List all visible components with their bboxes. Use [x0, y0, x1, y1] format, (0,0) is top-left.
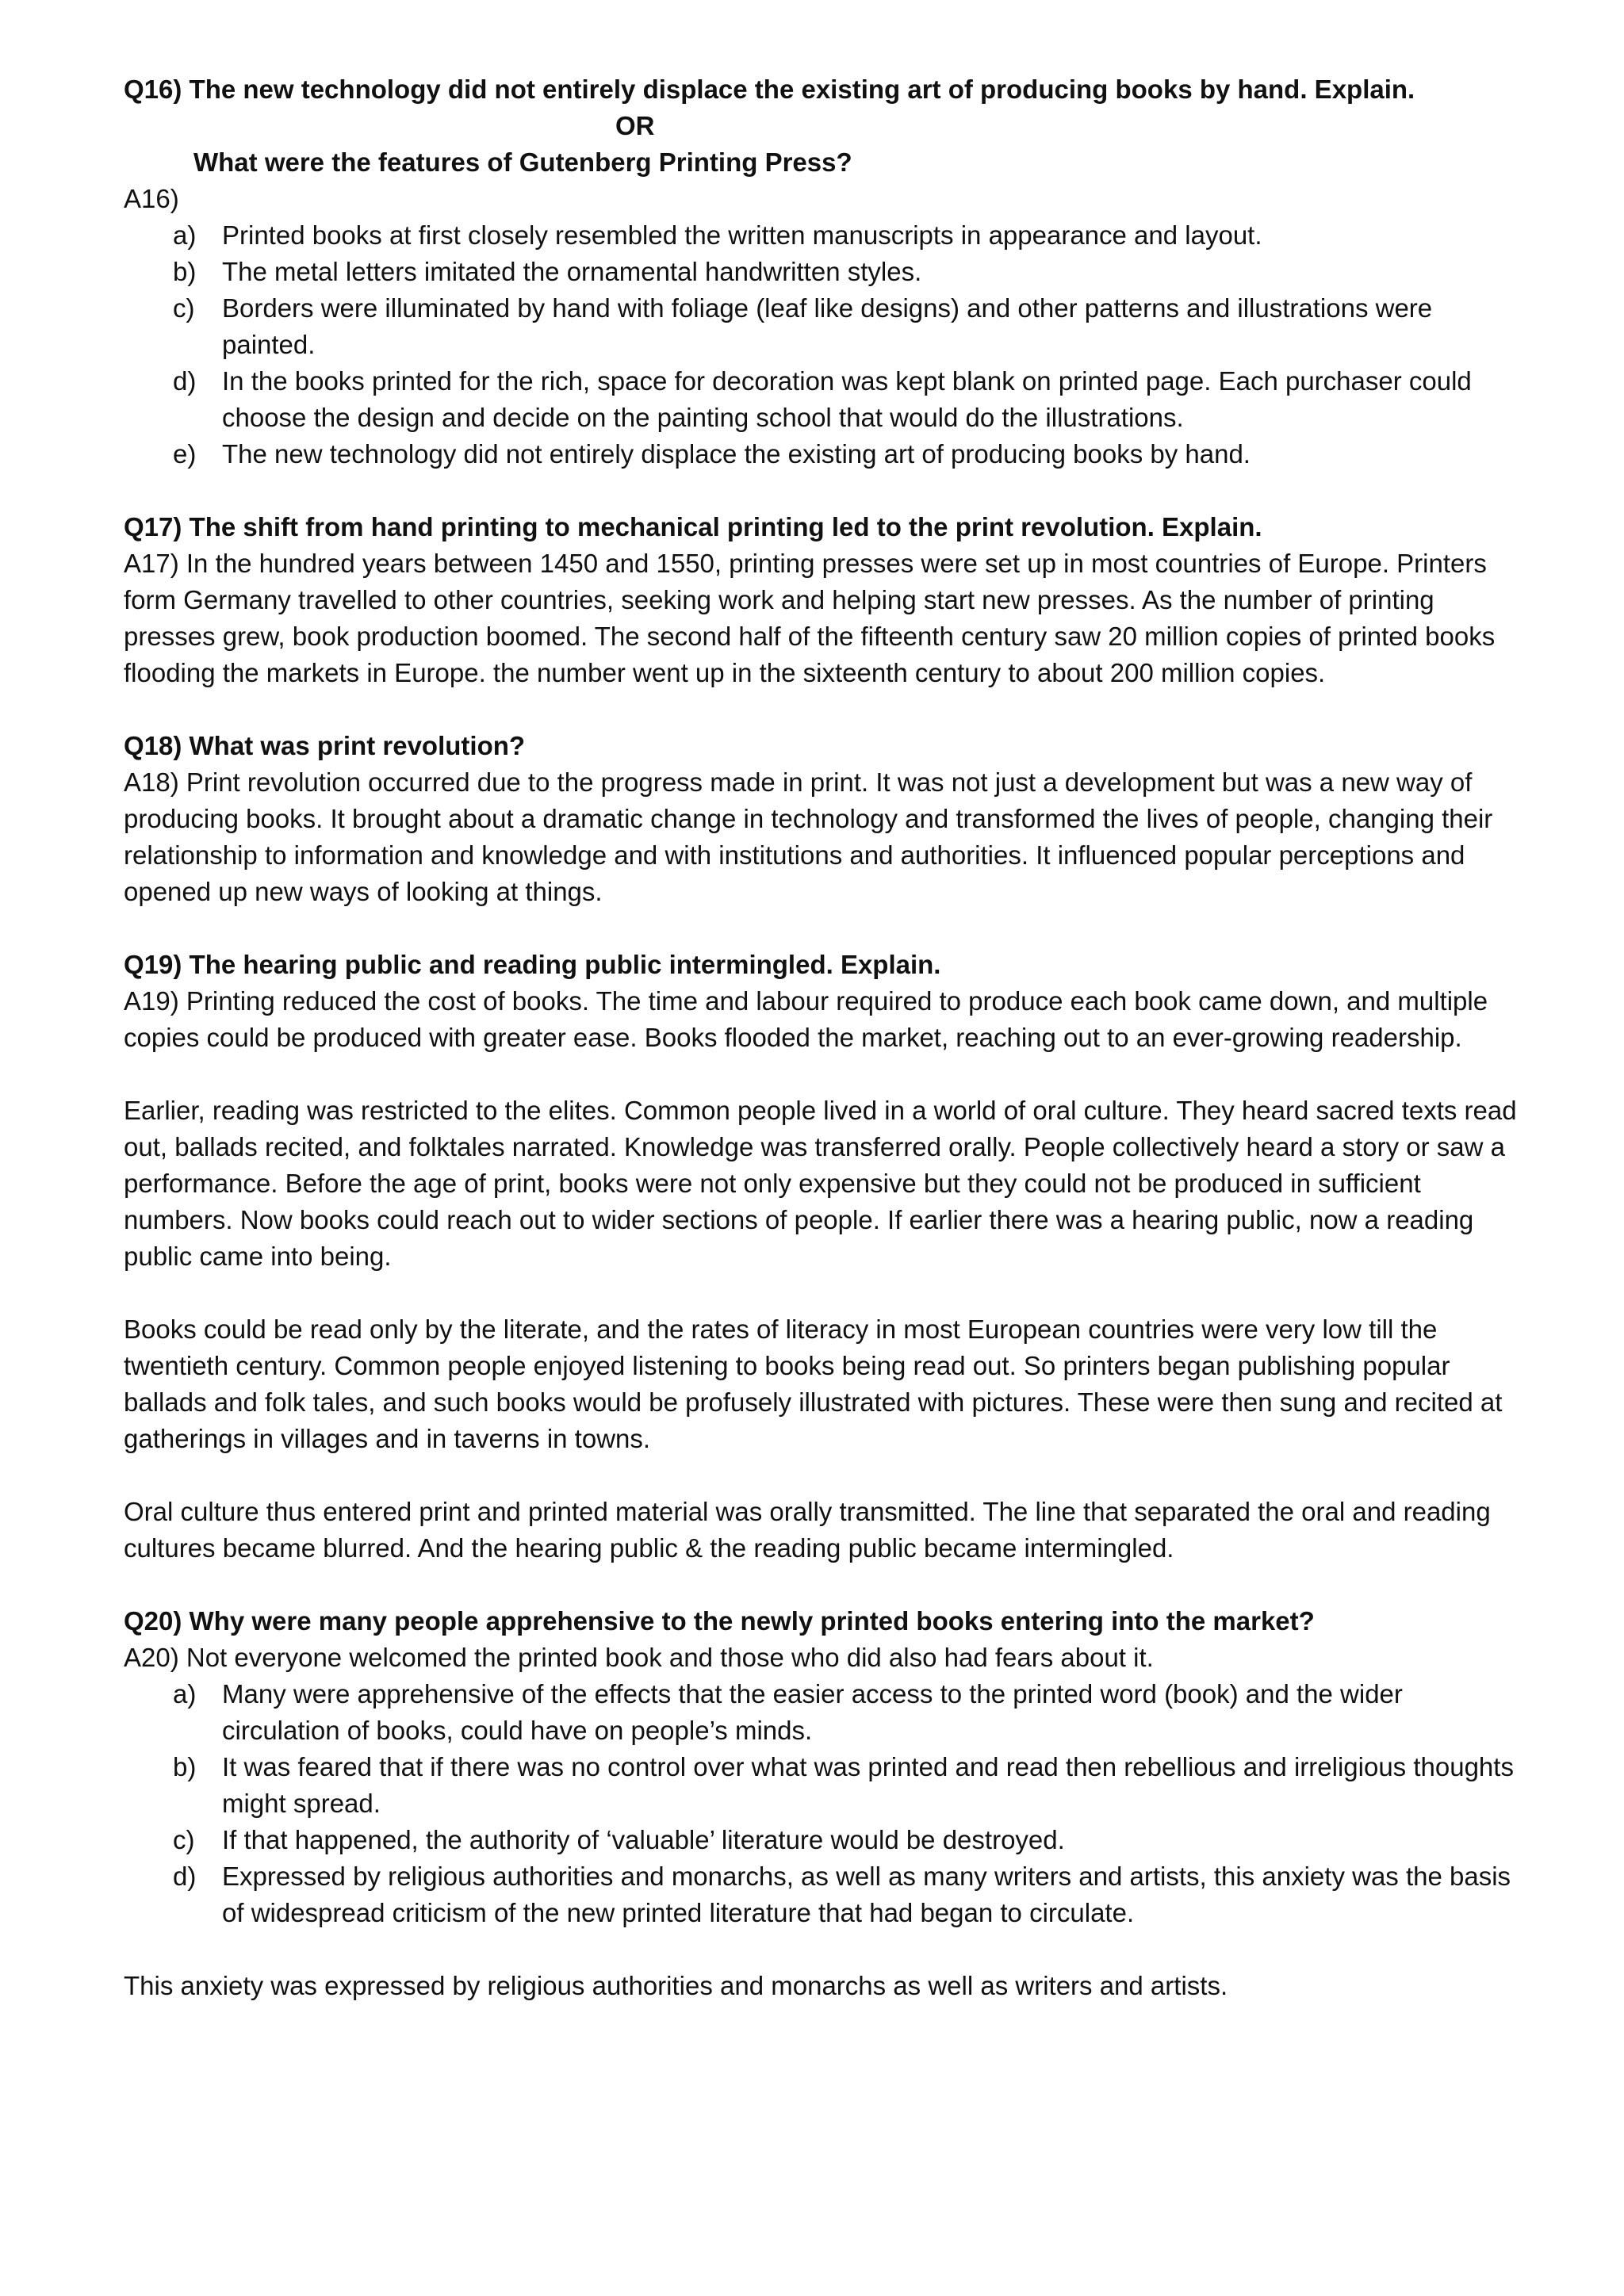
list-item: [124, 363, 1519, 436]
q16-answer-list: [124, 217, 1519, 473]
q19-paragraph: Oral culture thus entered print and printed material was orally transmitted. The line that separated the oral and reading cultures became blurred. And the hearing public & the reading public became intermingled.: [124, 1497, 1491, 1563]
list-marker: d): [173, 1862, 197, 1891]
list-item-text: The metal letters imitated the ornamental handwritten styles.: [222, 257, 922, 286]
list-item: [124, 290, 1519, 363]
spacer: [124, 691, 1519, 728]
spacer: [124, 1275, 1519, 1311]
spacer: [124, 1457, 1519, 1494]
q20-question: Q20) Why were many people apprehensive to the newly printed books entering into the market?: [124, 1606, 1315, 1636]
q20-answer-intro: A20) Not everyone welcomed the printed book and those who did also had fears about it.: [124, 1643, 1154, 1672]
list-item: [124, 1858, 1519, 1931]
spacer: [124, 910, 1519, 947]
list-marker: c): [173, 293, 195, 323]
list-marker: d): [173, 366, 197, 396]
list-item: [124, 217, 1519, 254]
q16-alt-question: What were the features of Gutenberg Printing Press?: [193, 147, 852, 177]
list-marker: e): [173, 439, 197, 469]
list-item-text: The new technology did not entirely displace the existing art of producing books by hand.: [222, 439, 1251, 469]
list-item-text: In the books printed for the rich, space for decoration was kept blank on printed page. Each purchaser could choose the design and decide on the painting school that would do the illustrations.: [222, 366, 1472, 432]
q19-question: Q19) The hearing public and reading public intermingled. Explain.: [124, 950, 941, 979]
list-item: [124, 436, 1519, 473]
q17-section: [124, 509, 1519, 691]
list-item-text: Many were apprehensive of the effects that the easier access to the printed word (book) and the wider circulation of books, could have on people’s minds.: [222, 1679, 1403, 1745]
q19-paragraph: Books could be read only by the literate, and the rates of literacy in most European countries were very low till the twentieth century. Common people enjoyed listening to books being read out. So printers began publishing popular ballads and folk tales, and such books would be profusely illustrated with pictures. These were then sung and recited at gatherings in villages and in taverns in towns.: [124, 1314, 1503, 1453]
q19-section: [124, 947, 1519, 1567]
list-marker: c): [173, 1825, 195, 1854]
list-marker: a): [173, 1679, 197, 1709]
q17-question: Q17) The shift from hand printing to mechanical printing led to the print revolution. Explain.: [124, 512, 1262, 541]
spacer: [124, 473, 1519, 509]
spacer: [124, 1931, 1519, 1968]
list-item-text: If that happened, the authority of ‘valuable’ literature would be destroyed.: [222, 1825, 1065, 1854]
list-item-text: Borders were illuminated by hand with foliage (leaf like designs) and other patterns and illustrations were painted.: [222, 293, 1433, 359]
q16-question: Q16) The new technology did not entirely displace the existing art of producing books by hand. Explain.: [124, 75, 1415, 104]
spacer: [124, 1567, 1519, 1603]
document-page: [124, 71, 1519, 2004]
q16-or: OR: [615, 111, 655, 140]
q20-answer-list: [124, 1676, 1519, 1931]
list-item-text: Expressed by religious authorities and monarchs, as well as many writers and artists, this anxiety was the basis of widespread criticism of the new printed literature that had began to circulate.: [222, 1862, 1511, 1927]
q16-section: [124, 71, 1519, 473]
list-item: [124, 1676, 1519, 1749]
q18-section: [124, 728, 1519, 910]
list-marker: a): [173, 220, 197, 250]
q17-answer: A17) In the hundred years between 1450 and 1550, printing presses were set up in most countries of Europe. Printers form Germany travelled to other countries, seeking work and helping start new presses. As the number of printing presses grew, book production boomed. The second half of the fifteenth century saw 20 million copies of printed books flooding the markets in Europe. the number went up in the sixteenth century to about 200 million copies.: [124, 549, 1496, 687]
spacer: [124, 1056, 1519, 1093]
list-item-text: Printed books at first closely resembled the written manuscripts in appearance and layout.: [222, 220, 1262, 250]
q19-paragraph: Earlier, reading was restricted to the elites. Common people lived in a world of oral culture. They heard sacred texts read out, ballads recited, and folktales narrated. Knowledge was transferred orally. People collectively heard a story or saw a performance. Before the age of print, books were not only expensive but they could not be produced in sufficient numbers. Now books could reach out to wider sections of people. If earlier there was a hearing public, now a reading public came into being.: [124, 1096, 1517, 1271]
q16-answer-label: A16): [124, 184, 179, 213]
list-marker: b): [173, 1752, 197, 1781]
list-item: [124, 254, 1519, 290]
q19-paragraph: A19) Printing reduced the cost of books. The time and labour required to produce each book came down, and multiple copies could be produced with greater ease. Books flooded the market, reaching out to an ever-growing readership.: [124, 986, 1488, 1052]
q20-closing: This anxiety was expressed by religious authorities and monarchs as well as writers and artists.: [124, 1971, 1228, 2000]
list-marker: b): [173, 257, 197, 286]
list-item: [124, 1749, 1519, 1822]
q20-section: [124, 1603, 1519, 2004]
list-item-text: It was feared that if there was no control over what was printed and read then rebellious and irreligious thoughts might spread.: [222, 1752, 1514, 1818]
q18-question: Q18) What was print revolution?: [124, 731, 526, 760]
q18-answer: A18) Print revolution occurred due to the progress made in print. It was not just a development but was a new way of producing books. It brought about a dramatic change in technology and transformed the lives of people, changing their relationship to information and knowledge and with institutions and authorities. It influenced popular perceptions and opened up new ways of looking at things.: [124, 767, 1493, 906]
list-item: [124, 1822, 1519, 1858]
